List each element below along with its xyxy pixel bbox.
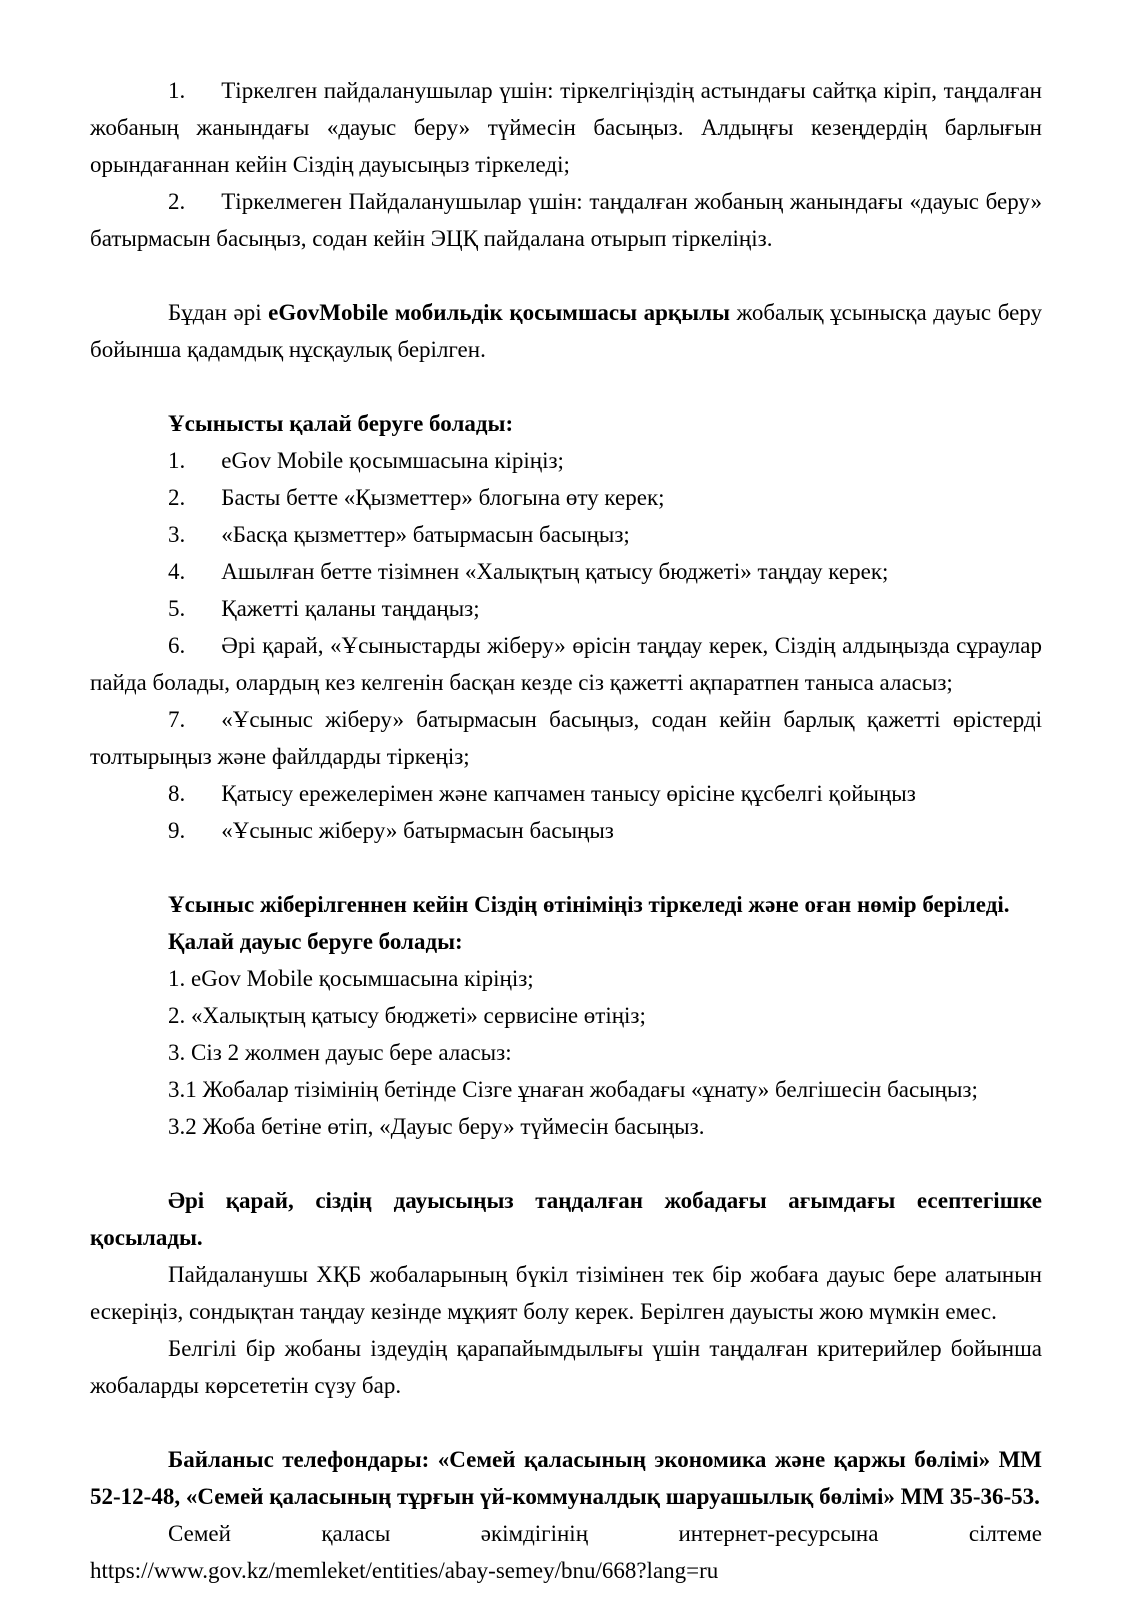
vote-step-2 <box>90 997 1042 1034</box>
text-run: 3. Сіз 2 жолмен дауыс бере аласыз: <box>168 1040 512 1065</box>
text-run: «Ұсыныс жіберу» батырмасын басыңыз <box>221 818 614 843</box>
submit-step-9 <box>90 812 1042 849</box>
submit-step-5 <box>90 590 1042 627</box>
egov-mobile-intro <box>90 294 1042 368</box>
text-run: «Ұсыныс жіберу» батырмасын басыңыз, содан кейін барлық қажетті өрістерді толтырыңыз және файлдарды тіркеңіз; <box>90 707 1042 769</box>
step-registered-users <box>90 72 1042 183</box>
text-run: Басты бетте «Қызметтер» блогына өту керек; <box>221 485 665 510</box>
text-run: eGovMobile мобильдік қосымшасы арқылы <box>268 300 730 325</box>
text-run: Пайдаланушы ХҚБ жобаларының бүкіл тізімінен тек бір жобаға дауыс бере алатынын ескеріңіз, сондықтан таңдау кезінде мұқият болу керек. Берілген дауысты жою мүмкін емес. <box>90 1262 1042 1324</box>
list-number: 5. <box>168 596 186 621</box>
how-to-submit-heading <box>90 405 1042 442</box>
text-run: Белгілі бір жобаны іздеудің қарапайымдылығы үшін таңдалған критерийлер бойынша жобаларды көрсететін сүзу бар. <box>90 1336 1042 1398</box>
text-run: 1. eGov Mobile қосымшасына кіріңіз; <box>168 966 534 991</box>
submit-step-7 <box>90 701 1042 775</box>
list-number: 8. <box>168 781 186 806</box>
single-vote-note <box>90 1256 1042 1330</box>
contact-phones <box>90 1441 1042 1515</box>
vote-step-3-2 <box>90 1108 1042 1145</box>
application-registered-note <box>90 886 1042 923</box>
document-content <box>90 72 1042 1589</box>
vote-step-3-1 <box>90 1071 1042 1108</box>
text-run: Байланыс телефондары: «Семей қаласының экономика және қаржы бөлімі» ММ 52-12-48, «Семей қаласының тұрғын үй-коммуналдық шаруашылық бөлімі» ММ 35-36-53. <box>90 1447 1042 1509</box>
akimat-link-paragraph <box>90 1515 1042 1589</box>
text-run: Бұдан әрі <box>168 300 269 325</box>
filter-note <box>90 1330 1042 1404</box>
text-run: Әрі қарай, сіздің дауысыңыз таңдалған жобадағы ағымдағы есептегішке қосылады. <box>90 1188 1042 1250</box>
list-number: 1. <box>168 78 186 103</box>
heading-text: Қалай дауыс беруге болады: <box>168 929 463 954</box>
submit-step-2 <box>90 479 1042 516</box>
text-run: 2. «Халықтың қатысу бюджеті» сервисіне өтіңіз; <box>168 1003 646 1028</box>
step-unregistered-users <box>90 183 1042 257</box>
submit-step-1 <box>90 442 1042 479</box>
text-run: Тіркелген пайдаланушылар үшін: тіркелгіңіздің астындағы сайтқа кіріп, таңдалған жобаның жанындағы «дауыс беру» түймесін басыңыз. Алдыңғы кезеңдердің барлығын орындағаннан кейін Сіздің дауысыңыз тіркеледі; <box>90 78 1042 177</box>
url-text: https://www.gov.kz/memleket/entities/abay-semey/bnu/668?lang=ru <box>90 1558 719 1583</box>
text-run: Тіркелмеген Пайдаланушылар үшін: таңдалған жобаның жанындағы «дауыс беру» батырмасын басыңыз, содан кейін ЭЦҚ пайдалана отырып тіркеліңіз. <box>90 189 1042 251</box>
text-run: eGov Mobile қосымшасына кіріңіз; <box>221 448 564 473</box>
submit-step-6 <box>90 627 1042 701</box>
text-run: Семей қаласы әкімдігінің интернет-ресурсына сілтеме <box>168 1521 1042 1546</box>
list-number: 3. <box>168 522 186 547</box>
text-run: Қатысу ережелерімен және капчамен танысу өрісіне құсбелгі қойыңыз <box>221 781 916 806</box>
list-number: 2. <box>168 189 186 214</box>
submit-step-4 <box>90 553 1042 590</box>
list-number: 9. <box>168 818 186 843</box>
text-run: «Басқа қызметтер» батырмасын басыңыз; <box>221 522 630 547</box>
list-number: 6. <box>168 633 186 658</box>
list-number: 4. <box>168 559 186 584</box>
text-run: 3.1 Жобалар тізімінің бетінде Сізге ұнаған жобадағы «ұнату» белгішесін басыңыз; <box>168 1077 978 1102</box>
submit-step-3 <box>90 516 1042 553</box>
list-number: 2. <box>168 485 186 510</box>
text-run: Ашылған бетте тізімнен «Халықтың қатысу бюджеті» таңдау керек; <box>221 559 889 584</box>
list-number: 7. <box>168 707 186 732</box>
text-run: Ұсыныс жіберілгеннен кейін Сіздің өтініміңіз тіркеледі және оған нөмір беріледі. <box>168 892 1010 917</box>
text-run: жобалық ұсынысқа дауыс беру бойынша қадамдық нұсқаулық берілген. <box>90 300 1043 362</box>
submit-step-8 <box>90 775 1042 812</box>
heading-text: Ұсынысты қалай беруге болады: <box>168 411 514 436</box>
list-number: 1. <box>168 448 186 473</box>
vote-step-1 <box>90 960 1042 997</box>
text-run: Әрі қарай, «Ұсыныстарды жіберу» өрісін таңдау керек, Сіздің алдыңызда сұраулар пайда болады, олардың кез келгенін басқан кезде сіз қажетті ақпаратпен таныса аласыз; <box>90 633 1042 695</box>
text-run: Қажетті қаланы таңдаңыз; <box>221 596 480 621</box>
vote-counter-note <box>90 1182 1042 1256</box>
text-run: 3.2 Жоба бетіне өтіп, «Дауыс беру» түймесін басыңыз. <box>168 1114 705 1139</box>
how-to-vote-heading <box>90 923 1042 960</box>
vote-step-3 <box>90 1034 1042 1071</box>
